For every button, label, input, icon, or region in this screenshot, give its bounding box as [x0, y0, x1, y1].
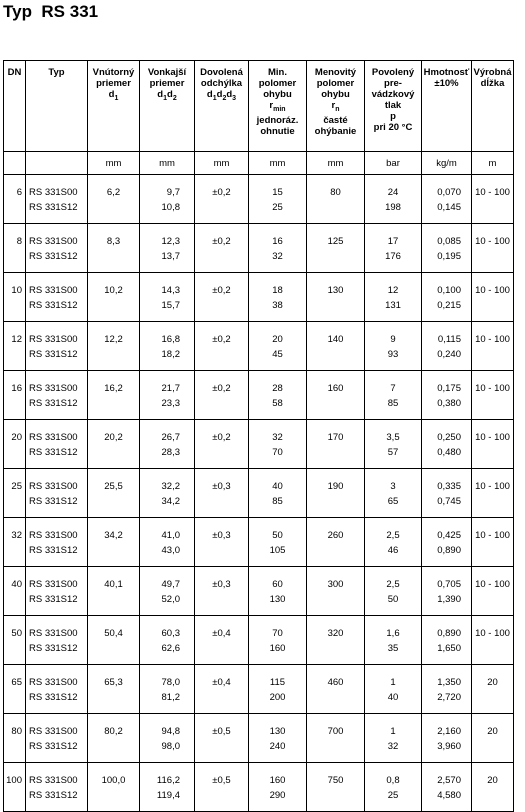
cell-length: 10 - 100 [472, 273, 514, 322]
cell-typ: RS 331S00 RS 331S12 [26, 616, 88, 665]
cell-nominal-bend-radius: 125 [307, 224, 365, 273]
units-row [4, 152, 514, 175]
cell-inner-diameter: 25,5 [88, 469, 140, 518]
cell-tolerance: ±0,2 [195, 273, 249, 322]
cell-pressure: 1 32 [365, 714, 422, 763]
cell-inner-diameter: 34,2 [88, 518, 140, 567]
cell-outer-diameter: 49,7 52,0 [140, 567, 195, 616]
header-weight: Hmotnosť ±10% [422, 61, 472, 152]
unit-cell: mm [195, 152, 249, 175]
cell-inner-diameter: 50,4 [88, 616, 140, 665]
cell-nominal-bend-radius: 260 [307, 518, 365, 567]
cell-min-bend-radius: 60 130 [249, 567, 307, 616]
header-nominal-bend-radius: Menovitý polomer ohybu $r_n$ časté ohýbanie [307, 61, 365, 152]
unit-cell: mm [88, 152, 140, 175]
cell-weight: 0,335 0,745 [422, 469, 472, 518]
cell-weight: 2,160 3,960 [422, 714, 472, 763]
cell-nominal-bend-radius: 170 [307, 420, 365, 469]
cell-tolerance: ±0,3 [195, 469, 249, 518]
table-row [4, 322, 514, 371]
cell-tolerance: ±0,3 [195, 518, 249, 567]
cell-dn: 20 [4, 420, 26, 469]
header-typ: Typ [26, 61, 88, 152]
cell-length: 10 - 100 [472, 322, 514, 371]
header-pressure: Povolený pre- vádzkový tlak p pri 20 °C [365, 61, 422, 152]
cell-length: 10 - 100 [472, 616, 514, 665]
table-row [4, 371, 514, 420]
cell-weight: 0,250 0,480 [422, 420, 472, 469]
cell-pressure: 1,6 35 [365, 616, 422, 665]
header-row [4, 61, 514, 152]
cell-outer-diameter: 94,8 98,0 [140, 714, 195, 763]
cell-weight: 0,705 1,390 [422, 567, 472, 616]
cell-typ: RS 331S00 RS 331S12 [26, 763, 88, 812]
cell-pressure: 0,8 25 [365, 763, 422, 812]
cell-tolerance: ±0,4 [195, 616, 249, 665]
cell-length: 10 - 100 [472, 224, 514, 273]
cell-weight: 0,175 0,380 [422, 371, 472, 420]
header-min-bend-radius: Min. polomer ohybu $r_{min}$ jednoráz. ohnutie [249, 61, 307, 152]
cell-dn: 8 [4, 224, 26, 273]
cell-nominal-bend-radius: 700 [307, 714, 365, 763]
cell-nominal-bend-radius: 160 [307, 371, 365, 420]
cell-nominal-bend-radius: 300 [307, 567, 365, 616]
cell-tolerance: ±0,2 [195, 175, 249, 224]
cell-nominal-bend-radius: 130 [307, 273, 365, 322]
cell-outer-diameter: 14,3 15,7 [140, 273, 195, 322]
cell-outer-diameter: 32,2 34,2 [140, 469, 195, 518]
cell-nominal-bend-radius: 140 [307, 322, 365, 371]
page-title: Typ RS 331 [3, 2, 99, 21]
table-row [4, 273, 514, 322]
cell-dn: 25 [4, 469, 26, 518]
cell-inner-diameter: 16,2 [88, 371, 140, 420]
cell-inner-diameter: 40,1 [88, 567, 140, 616]
cell-min-bend-radius: 20 45 [249, 322, 307, 371]
cell-dn: 12 [4, 322, 26, 371]
cell-inner-diameter: 10,2 [88, 273, 140, 322]
cell-typ: RS 331S00 RS 331S12 [26, 224, 88, 273]
table-row [4, 518, 514, 567]
cell-typ: RS 331S00 RS 331S12 [26, 665, 88, 714]
cell-dn: 80 [4, 714, 26, 763]
table-row [4, 616, 514, 665]
cell-min-bend-radius: 160 290 [249, 763, 307, 812]
header-dn: DN [4, 61, 26, 152]
cell-dn: 65 [4, 665, 26, 714]
cell-weight: 0,425 0,890 [422, 518, 472, 567]
cell-outer-diameter: 116,2 119,4 [140, 763, 195, 812]
unit-cell: kg/m [422, 152, 472, 175]
header-tolerance: Dovolená odchýlka $d_1d_2d_3$ [195, 61, 249, 152]
cell-weight: 1,350 2,720 [422, 665, 472, 714]
table-row [4, 763, 514, 812]
cell-min-bend-radius: 15 25 [249, 175, 307, 224]
cell-weight: 0,100 0,215 [422, 273, 472, 322]
cell-typ: RS 331S00 RS 331S12 [26, 420, 88, 469]
cell-length: 10 - 100 [472, 518, 514, 567]
unit-cell: mm [140, 152, 195, 175]
cell-min-bend-radius: 28 58 [249, 371, 307, 420]
unit-cell: mm [307, 152, 365, 175]
cell-tolerance: ±0,3 [195, 567, 249, 616]
cell-nominal-bend-radius: 190 [307, 469, 365, 518]
cell-typ: RS 331S00 RS 331S12 [26, 322, 88, 371]
cell-typ: RS 331S00 RS 331S12 [26, 518, 88, 567]
cell-inner-diameter: 20,2 [88, 420, 140, 469]
cell-tolerance: ±0,2 [195, 371, 249, 420]
cell-dn: 6 [4, 175, 26, 224]
cell-length: 10 - 100 [472, 420, 514, 469]
cell-outer-diameter: 12,3 13,7 [140, 224, 195, 273]
cell-dn: 32 [4, 518, 26, 567]
cell-pressure: 2,5 46 [365, 518, 422, 567]
cell-typ: RS 331S00 RS 331S12 [26, 714, 88, 763]
cell-inner-diameter: 100,0 [88, 763, 140, 812]
cell-typ: RS 331S00 RS 331S12 [26, 175, 88, 224]
cell-length: 10 - 100 [472, 469, 514, 518]
cell-pressure: 7 85 [365, 371, 422, 420]
header-length: Výrobná dĺžka [472, 61, 514, 152]
table-row [4, 567, 514, 616]
cell-min-bend-radius: 130 240 [249, 714, 307, 763]
table-row [4, 469, 514, 518]
unit-cell: bar [365, 152, 422, 175]
cell-min-bend-radius: 40 85 [249, 469, 307, 518]
cell-min-bend-radius: 50 105 [249, 518, 307, 567]
cell-pressure: 3,5 57 [365, 420, 422, 469]
cell-outer-diameter: 60,3 62,6 [140, 616, 195, 665]
cell-inner-diameter: 80,2 [88, 714, 140, 763]
cell-weight: 0,085 0,195 [422, 224, 472, 273]
cell-length: 10 - 100 [472, 371, 514, 420]
cell-pressure: 12 131 [365, 273, 422, 322]
cell-length: 20 [472, 714, 514, 763]
cell-tolerance: ±0,2 [195, 224, 249, 273]
table-row [4, 175, 514, 224]
cell-inner-diameter: 65,3 [88, 665, 140, 714]
cell-pressure: 3 65 [365, 469, 422, 518]
cell-tolerance: ±0,2 [195, 322, 249, 371]
cell-nominal-bend-radius: 750 [307, 763, 365, 812]
cell-outer-diameter: 9,7 10,8 [140, 175, 195, 224]
cell-pressure: 1 40 [365, 665, 422, 714]
cell-pressure: 24 198 [365, 175, 422, 224]
cell-pressure: 9 93 [365, 322, 422, 371]
cell-outer-diameter: 26,7 28,3 [140, 420, 195, 469]
cell-weight: 0,070 0,145 [422, 175, 472, 224]
table-row [4, 665, 514, 714]
table-row [4, 714, 514, 763]
cell-tolerance: ±0,4 [195, 665, 249, 714]
cell-inner-diameter: 8,3 [88, 224, 140, 273]
unit-cell: m [472, 152, 514, 175]
table-row [4, 224, 514, 273]
cell-typ: RS 331S00 RS 331S12 [26, 273, 88, 322]
cell-dn: 100 [4, 763, 26, 812]
cell-weight: 0,115 0,240 [422, 322, 472, 371]
cell-dn: 16 [4, 371, 26, 420]
table-body [4, 175, 514, 812]
unit-cell [4, 152, 26, 175]
cell-dn: 10 [4, 273, 26, 322]
cell-length: 20 [472, 665, 514, 714]
unit-cell [26, 152, 88, 175]
cell-min-bend-radius: 70 160 [249, 616, 307, 665]
spec-table [3, 60, 514, 812]
table-row [4, 420, 514, 469]
cell-tolerance: ±0,5 [195, 714, 249, 763]
cell-inner-diameter: 12,2 [88, 322, 140, 371]
cell-min-bend-radius: 16 32 [249, 224, 307, 273]
cell-pressure: 2,5 50 [365, 567, 422, 616]
cell-tolerance: ±0,2 [195, 420, 249, 469]
header-outer-diameter: Vonkajší priemer $d_1d_2$ [140, 61, 195, 152]
cell-nominal-bend-radius: 460 [307, 665, 365, 714]
cell-outer-diameter: 78,0 81,2 [140, 665, 195, 714]
header-inner-diameter: Vnútorný priemer $d_1$ [88, 61, 140, 152]
cell-nominal-bend-radius: 80 [307, 175, 365, 224]
cell-typ: RS 331S00 RS 331S12 [26, 371, 88, 420]
cell-min-bend-radius: 115 200 [249, 665, 307, 714]
cell-outer-diameter: 21,7 23,3 [140, 371, 195, 420]
cell-length: 10 - 100 [472, 175, 514, 224]
cell-min-bend-radius: 18 38 [249, 273, 307, 322]
cell-dn: 50 [4, 616, 26, 665]
cell-tolerance: ±0,5 [195, 763, 249, 812]
cell-min-bend-radius: 32 70 [249, 420, 307, 469]
cell-typ: RS 331S00 RS 331S12 [26, 567, 88, 616]
unit-cell: mm [249, 152, 307, 175]
cell-length: 20 [472, 763, 514, 812]
cell-dn: 40 [4, 567, 26, 616]
cell-weight: 0,890 1,650 [422, 616, 472, 665]
cell-length: 10 - 100 [472, 567, 514, 616]
cell-weight: 2,570 4,580 [422, 763, 472, 812]
cell-pressure: 17 176 [365, 224, 422, 273]
cell-typ: RS 331S00 RS 331S12 [26, 469, 88, 518]
cell-nominal-bend-radius: 320 [307, 616, 365, 665]
cell-outer-diameter: 16,8 18,2 [140, 322, 195, 371]
cell-inner-diameter: 6,2 [88, 175, 140, 224]
cell-outer-diameter: 41,0 43,0 [140, 518, 195, 567]
